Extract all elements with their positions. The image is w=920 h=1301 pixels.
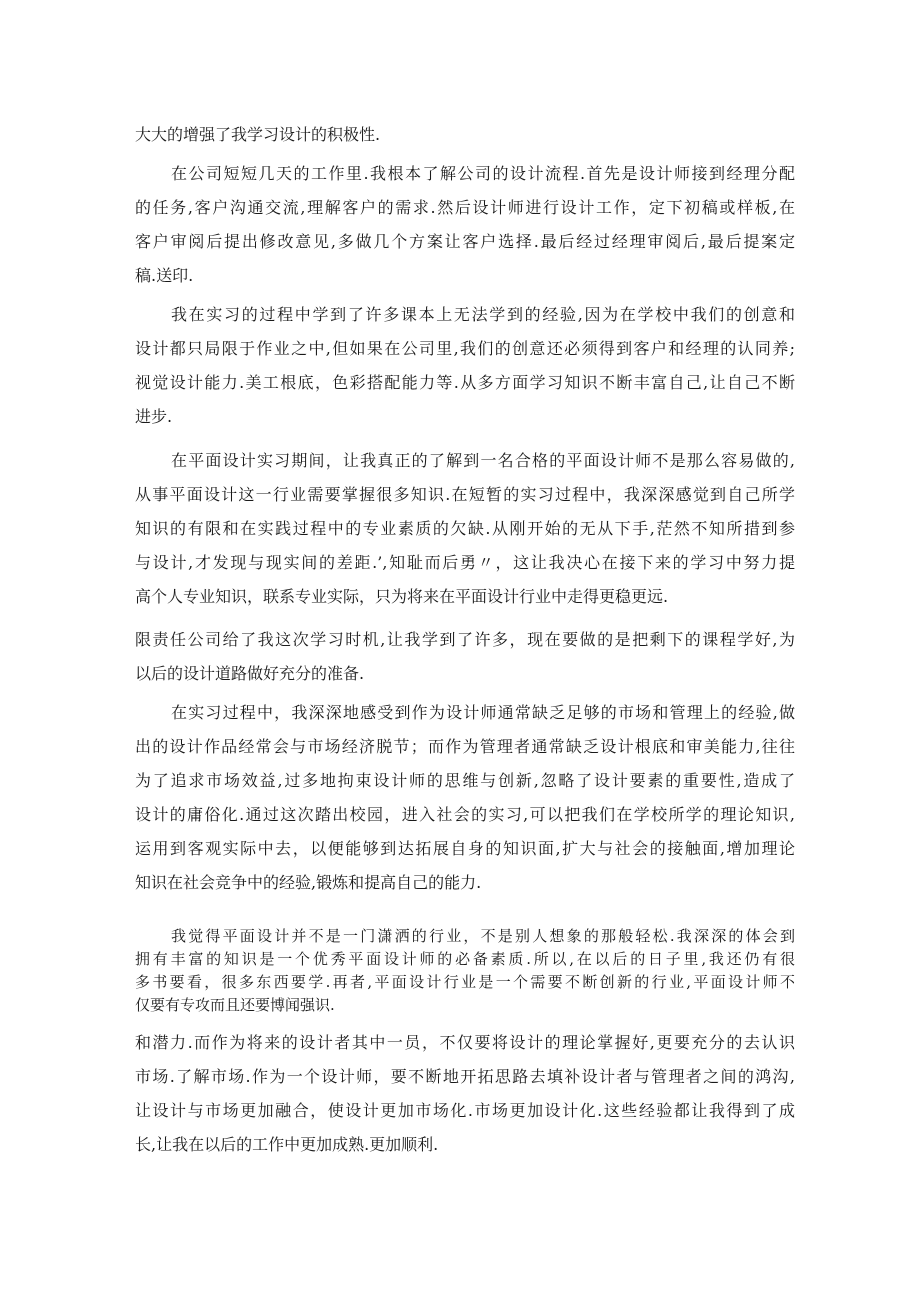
- text-line: 限责任公司给了我这次学习时机,让我学到了许多，现在要做的是把剩下的课程学好,为: [135, 630, 795, 649]
- text-line: 运用到客观实际中去，以便能够到达拓展自身的知识面,扩大与社会的接触面,增加理论: [135, 839, 795, 858]
- text-line: 设计都只局限于作业之中,但如果在公司里,我们的创意还必须得到客户和经理的认同养;: [135, 339, 795, 358]
- paragraph-4: [135, 623, 795, 691]
- text-line: 和潜力.而作为将来的设计者其中一员，不仅要将设计的理论掌握好,更要充分的去认识: [135, 1033, 795, 1052]
- paragraph-6: [135, 925, 795, 1017]
- text-line: 在公司短短几天的工作里.我根本了解公司的设计流程.首先是设计师接到经理分配: [171, 164, 795, 183]
- text-line: 客户审阅后提出修改意见,多做几个方案让客户选择.最后经过经理审阅后,最后提案定: [135, 232, 795, 251]
- paragraph-3: [135, 444, 795, 614]
- text-line: 长,让我在以后的工作中更加成熟.更加顺利.: [135, 1135, 439, 1154]
- text-line: 市场.了解市场.作为一个设计师，要不断地开拓思路去填补设计者与管理者之间的鸿沟,: [135, 1067, 795, 1086]
- text-line: 的任务,客户沟通交流,理解客户的需求.然后设计师进行设计工作，定下初稿或样板,在: [135, 198, 795, 217]
- text-line: 拥有丰富的知识是一个优秀平面设计师的必备素质.所以,在以后的日子里,我还仍有很: [135, 950, 795, 968]
- text-line: 知识的有限和在实践过程中的专业素质的欠缺.从刚开始的无从下手,茫然不知所措到参: [135, 519, 795, 538]
- text-line: 以后的设计道路做好充分的准备.: [135, 664, 365, 683]
- paragraph-0: [135, 118, 795, 152]
- paragraph-5: [135, 696, 795, 900]
- text-line: 设计的庸俗化.通过这次踏出校园，进入社会的实习,可以把我们在学校所学的理论知识,: [135, 805, 795, 824]
- text-line: 仅要有专攻而且还要博闻强识.: [135, 996, 335, 1014]
- text-line: 大大的增强了我学习设计的积极性.: [135, 125, 381, 144]
- text-line: 让设计与市场更加融合，使设计更加市场化.市场更加设计化.这些经验都让我得到了成: [135, 1101, 795, 1120]
- text-line: 与设计,才发现与现实间的差距.’,知耻而后勇〃，这让我决心在接下来的学习中努力提: [135, 553, 795, 572]
- text-line: 高个人专业知识，联系专业实际，只为将来在平面设计行业中走得更稳更远.: [135, 587, 669, 606]
- text-line: 我觉得平面设计并不是一门潇洒的行业，不是别人想象的那般轻松.我深深的体会到: [171, 927, 795, 945]
- text-line: 出的设计作品经常会与市场经济脱节；而作为管理者通常缺乏设计根底和审美能力,往往: [135, 737, 795, 756]
- text-line: 我在实习的过程中学到了许多课本上无法学到的经验,因为在学校中我们的创意和: [171, 305, 795, 324]
- text-line: 进步.: [135, 407, 173, 426]
- text-line: 多书要看，很多东西要学.再者,平面设计行业是一个需要不断创新的行业,平面设计师不: [135, 973, 795, 991]
- paragraph-1: [135, 157, 795, 293]
- text-line: 为了追求市场效益,过多地拘束设计师的思维与创新,忽略了设计要素的重要性,造成了: [135, 771, 795, 790]
- paragraph-7: [135, 1026, 795, 1162]
- paragraph-2: [135, 298, 795, 434]
- text-line: 在实习过程中，我深深地感受到作为设计师通常缺乏足够的市场和管理上的经验,做: [171, 703, 795, 722]
- text-line: 在平面设计实习期间，让我真正的了解到一名合格的平面设计师不是那么容易做的,: [171, 451, 795, 470]
- text-line: 稿.送印.: [135, 266, 194, 285]
- text-line: 视觉设计能力.美工根底，色彩搭配能力等.从多方面学习知识不断丰富自己,让自己不断: [135, 373, 795, 392]
- text-line: 知识在社会竞争中的经验,锻炼和提高自己的能力.: [135, 873, 482, 892]
- text-line: 从事平面设计这一行业需要掌握很多知识.在短暂的实习过程中，我深深感觉到自己所学: [135, 485, 795, 504]
